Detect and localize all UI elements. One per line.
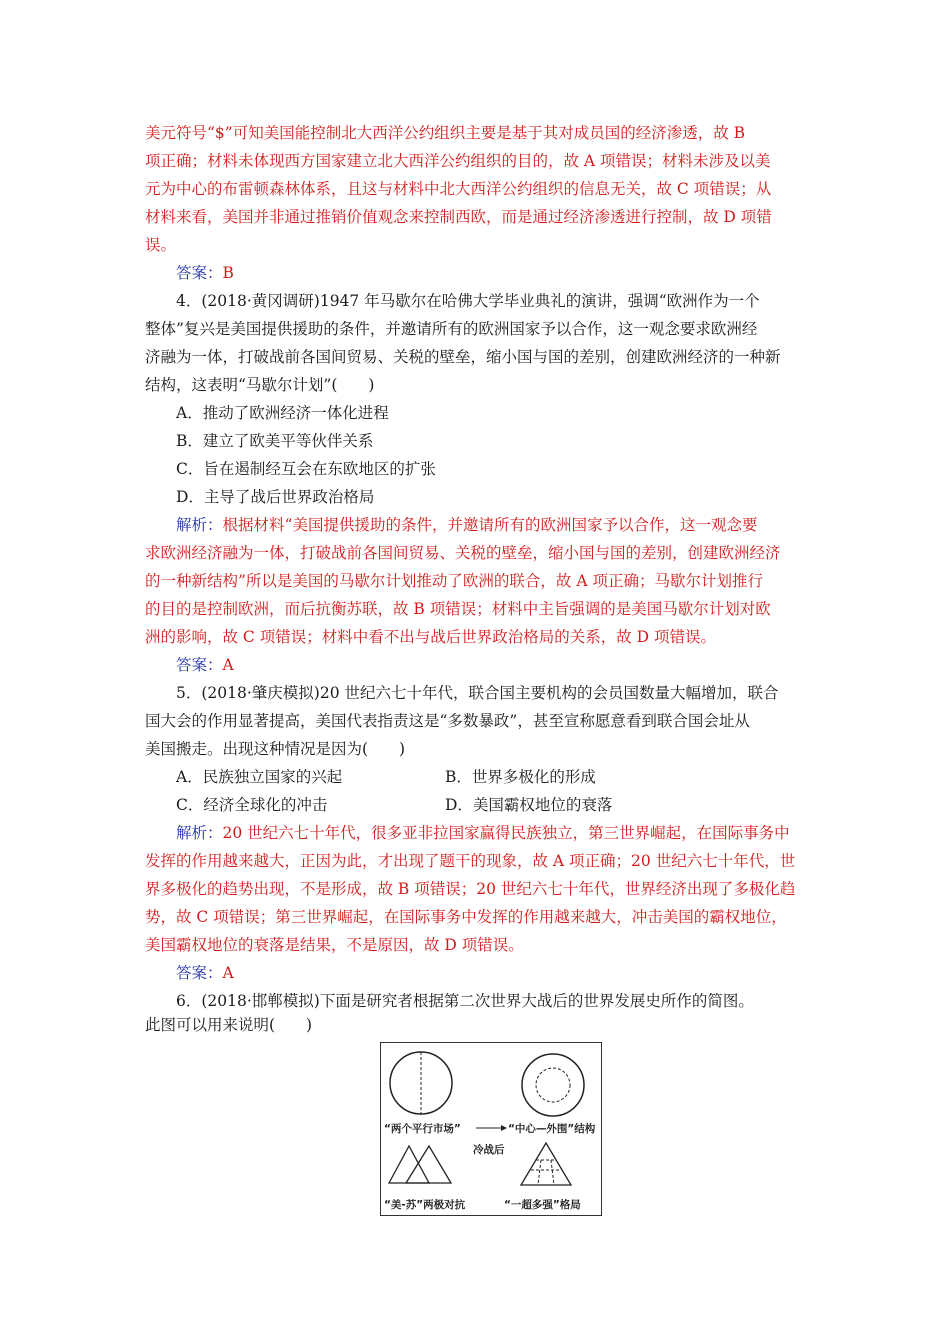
question-stem: 4．(2018·黄冈调研)1947 年马歇尔在哈佛大学毕业典礼的演讲，强调“欧洲作为一个 (176, 292, 760, 310)
option-c: C．经济全球化的冲击 (176, 796, 328, 814)
inner-dashed-circle (536, 1068, 570, 1102)
analysis-line: 元为中心的布雷顿森林体系，且这与材料中北大西洋公约组织的信息无关，故 C 项错误；从 (145, 180, 772, 198)
analysis-text: 根据材料“美国提供援助的条件，并邀请所有的欧洲国家予以合作，这一观念要 (222, 516, 758, 534)
label-us-soviet: “美-苏”两极对抗 (384, 1199, 466, 1211)
analysis-line: 界多极化的趋势出现，不是形成，故 B 项错误；20 世纪六七十年代，世界经济出现了多极化趋 (145, 880, 796, 898)
option-a: A．民族独立国家的兴起 (176, 768, 343, 786)
analysis-text: 20 世纪六七十年代，很多亚非拉国家赢得民族独立，第三世界崛起，在国际事务中 (222, 824, 790, 842)
analysis-line: 材料来看，美国并非通过推销价值观念来控制西欧，而是通过经济渗透进行控制，故 D 项错 (145, 208, 772, 226)
analysis-line: 求欧洲经济融为一体，打破战前各国间贸易、关税的壁垒，缩小国与国的差别，创建欧洲经济 (145, 544, 781, 562)
analysis-label: 解析： (176, 516, 223, 534)
answer-label: 答案： (176, 264, 223, 282)
question-stem: 济融为一体，打破战前各国间贸易、关税的壁垒，缩小国与国的差别，创建欧洲经济的一种新 (145, 348, 781, 366)
diagram-figure (380, 1042, 602, 1216)
question-stem: 此图可以用来说明( ) (145, 1016, 313, 1034)
label-one-superpower: “一超多强”格局 (504, 1199, 581, 1211)
answer-q4 (176, 655, 234, 675)
question-stem: 美国搬走。出现这种情况是因为( ) (145, 740, 406, 758)
analysis-first-line (176, 515, 757, 535)
answer-value: B (222, 264, 234, 282)
answer-label: 答案： (176, 964, 223, 982)
option-b: B．世界多极化的形成 (445, 768, 596, 786)
answer-value: A (222, 656, 234, 674)
analysis-first-line (176, 823, 790, 843)
option-b: B．建立了欧美平等伙伴关系 (176, 432, 374, 450)
answer-q3 (176, 263, 234, 283)
option-d: D．主导了战后世界政治格局 (176, 488, 375, 506)
option-a: A．推动了欧洲经济一体化进程 (176, 404, 389, 422)
label-two-markets: “两个平行市场” (384, 1123, 461, 1135)
analysis-line: 误。 (145, 236, 177, 254)
analysis-label: 解析： (176, 824, 223, 842)
label-center-periphery: “中心—外围”结构 (508, 1123, 596, 1135)
dashed-divider (538, 1160, 541, 1185)
question-stem: 整体”复兴是美国提供援助的条件，并邀请所有的欧洲国家予以合作，这一观念要求欧洲经 (145, 320, 758, 338)
analysis-line: 发挥的作用越来越大，正因为此，才出现了题干的现象，故 A 项正确；20 世纪六七十年代，世 (145, 852, 796, 870)
arrow-head (501, 1125, 507, 1131)
triangle-right (406, 1146, 451, 1183)
analysis-line: 美元符号“$”可知美国能控制北大西洋公约组织主要是基于其对成员国的经济渗透，故 B (145, 124, 746, 142)
analysis-line: 洲的影响，故 C 项错误；材料中看不出与战后世界政治格局的关系，故 D 项错误。 (145, 628, 716, 646)
analysis-line: 美国霸权地位的衰落是结果，不是原因，故 D 项错误。 (145, 936, 524, 954)
answer-q5 (176, 963, 234, 983)
analysis-line: 势，故 C 项错误；第三世界崛起，在国际事务中发挥的作用越来越大，冲击美国的霸权地位， (145, 908, 787, 926)
answer-label: 答案： (176, 656, 223, 674)
analysis-line: 项正确；材料未体现西方国家建立北大西洋公约组织的目的，故 A 项错误；材料未涉及以美 (145, 152, 771, 170)
dashed-divider (551, 1160, 554, 1185)
center-periphery-circle (522, 1054, 584, 1116)
question-stem: 结构，这表明“马歇尔计划”( ) (145, 376, 375, 394)
option-d: D．美国霸权地位的衰落 (445, 796, 613, 814)
label-post-cold-war: 冷战后 (473, 1144, 505, 1156)
analysis-line: 的目的是控制欧洲，而后抗衡苏联，故 B 项错误；材料中主旨强调的是美国马歇尔计划对欧 (145, 600, 771, 618)
analysis-line: 的一种新结构”所以是美国的马歇尔计划推动了欧洲的联合，故 A 项正确；马歇尔计划推行 (145, 572, 763, 590)
answer-value: A (222, 964, 234, 982)
option-c: C．旨在遏制经互会在东欧地区的扩张 (176, 460, 436, 478)
question-stem: 国大会的作用显著提高，美国代表指责这是“多数暴政”，甚至宣称愿意看到联合国会址从 (145, 712, 750, 730)
options-row (176, 767, 342, 787)
question-stem: 6．(2018·邯郸模拟)下面是研究者根据第二次世界大战后的世界发展史所作的简图。 (176, 992, 754, 1010)
question-stem: 5．(2018·肇庆模拟)20 世纪六七十年代，联合国主要机构的会员国数量大幅增加，联合 (176, 684, 779, 702)
triangle-one-superpower (521, 1143, 571, 1185)
